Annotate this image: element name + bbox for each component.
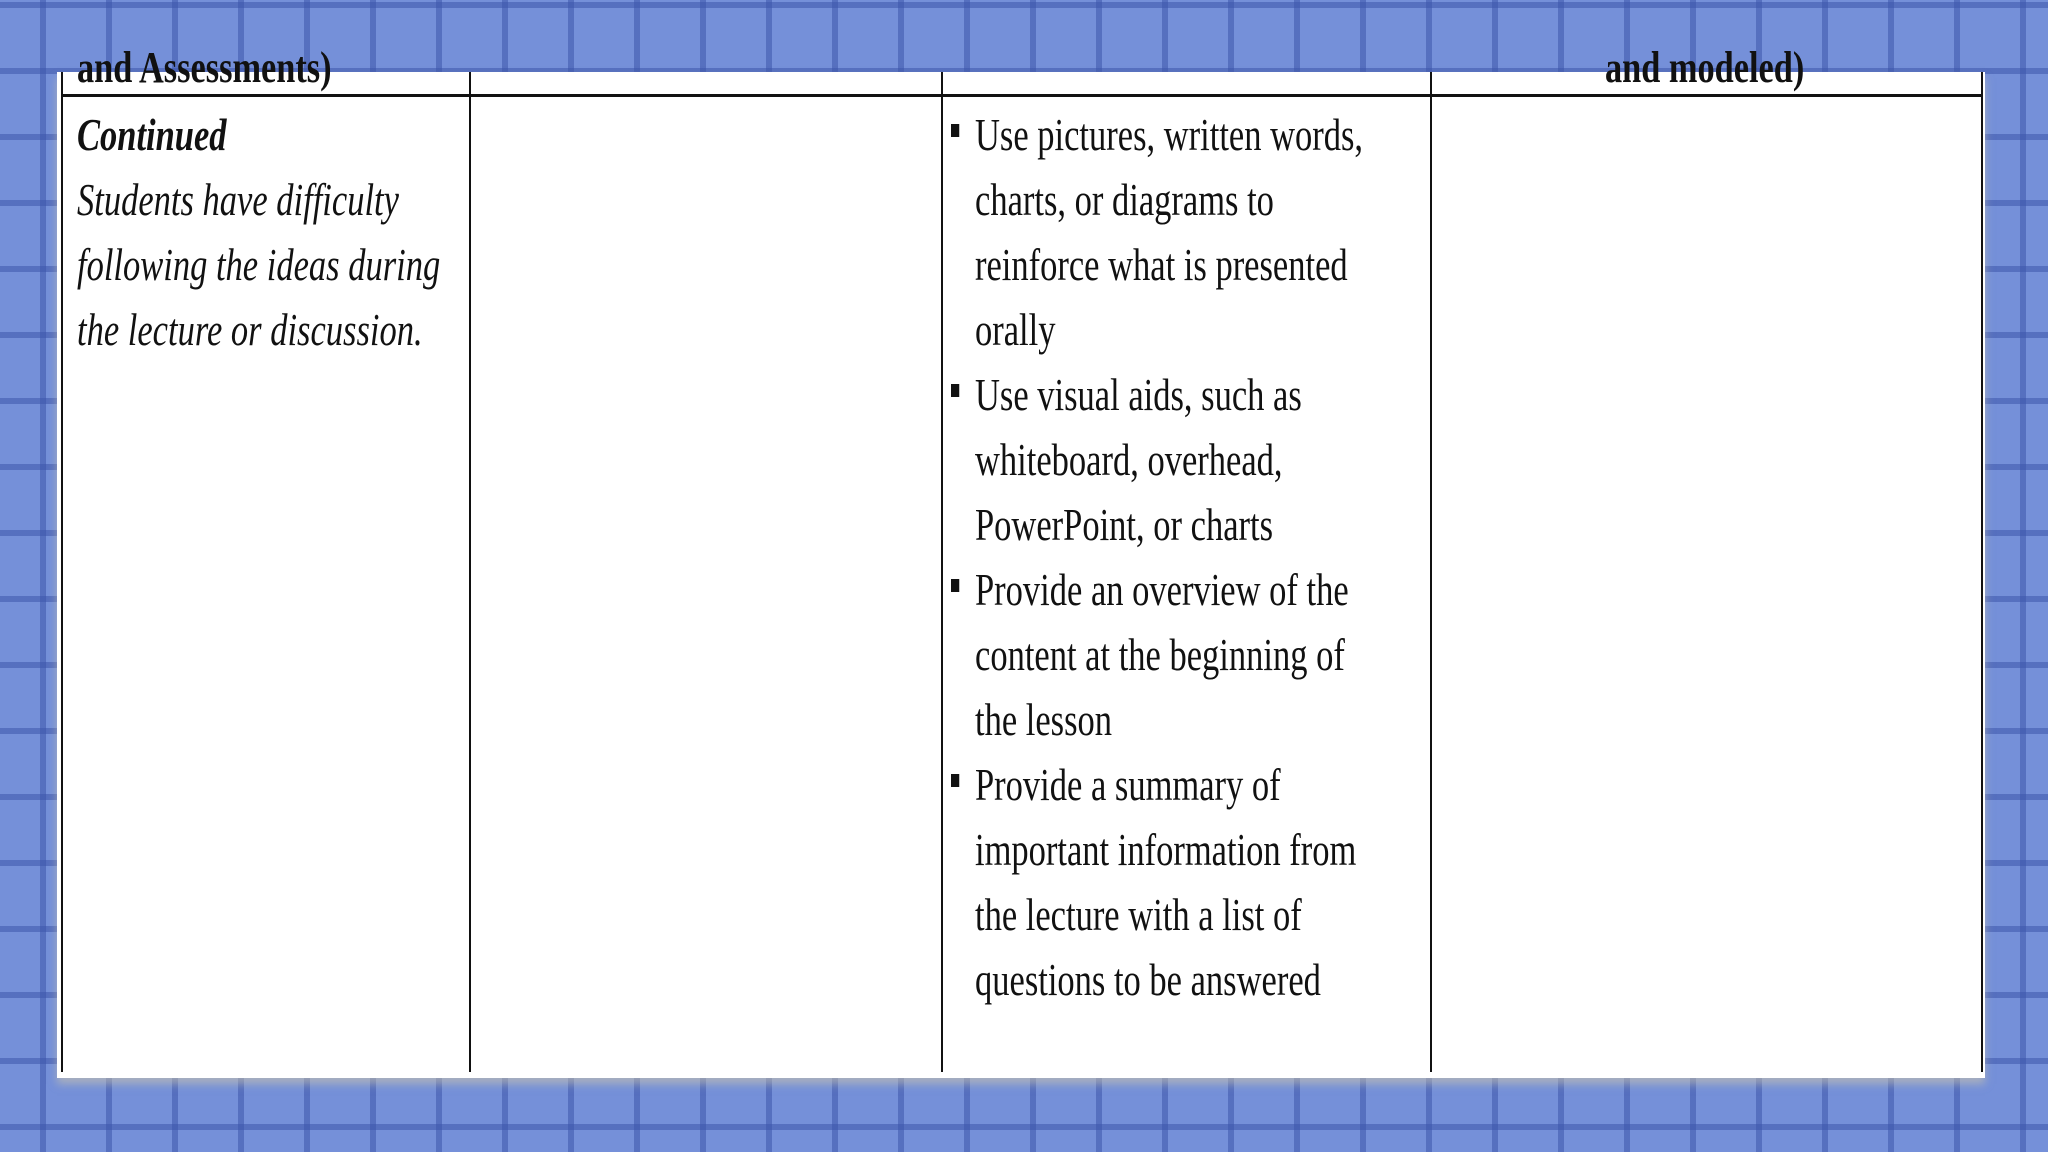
column-divider-2	[941, 72, 943, 1072]
list-item	[951, 362, 1386, 557]
square-bullet-icon	[951, 384, 959, 397]
column-divider-1	[469, 72, 471, 1072]
list-item-text: Use pictures, written words, charts, or diagrams to reinforce what is presented orally	[975, 109, 1364, 355]
problem-description: Students have difficulty following the ideas during the lecture or discussion.	[77, 174, 441, 355]
square-bullet-icon	[951, 579, 959, 592]
header-divider	[63, 94, 1981, 97]
list-item-text: Provide a summary of important information from the lecture with a list of questions to be answered	[975, 759, 1357, 1005]
square-bullet-icon	[951, 124, 959, 137]
strategy-table	[61, 43, 1983, 1072]
square-bullet-icon	[951, 774, 959, 787]
list-item-text: Use visual aids, such as whiteboard, overhead, PowerPoint, or charts	[975, 369, 1302, 550]
problem-cell	[77, 102, 467, 362]
column-divider-3	[1430, 72, 1432, 1072]
problem-heading: Continued	[77, 109, 227, 160]
list-item-text: Provide an overview of the content at the beginning of the lesson	[975, 564, 1349, 745]
strategies-cell	[951, 102, 1386, 1012]
strategy-list	[951, 102, 1386, 1012]
column-4-header-clipped: and modeled)	[1605, 43, 1805, 92]
slide-card	[57, 43, 1985, 1078]
column-1-header-clipped: and Assessments)	[77, 43, 332, 92]
list-item	[951, 752, 1386, 1012]
list-item	[951, 102, 1386, 362]
list-item	[951, 557, 1386, 752]
